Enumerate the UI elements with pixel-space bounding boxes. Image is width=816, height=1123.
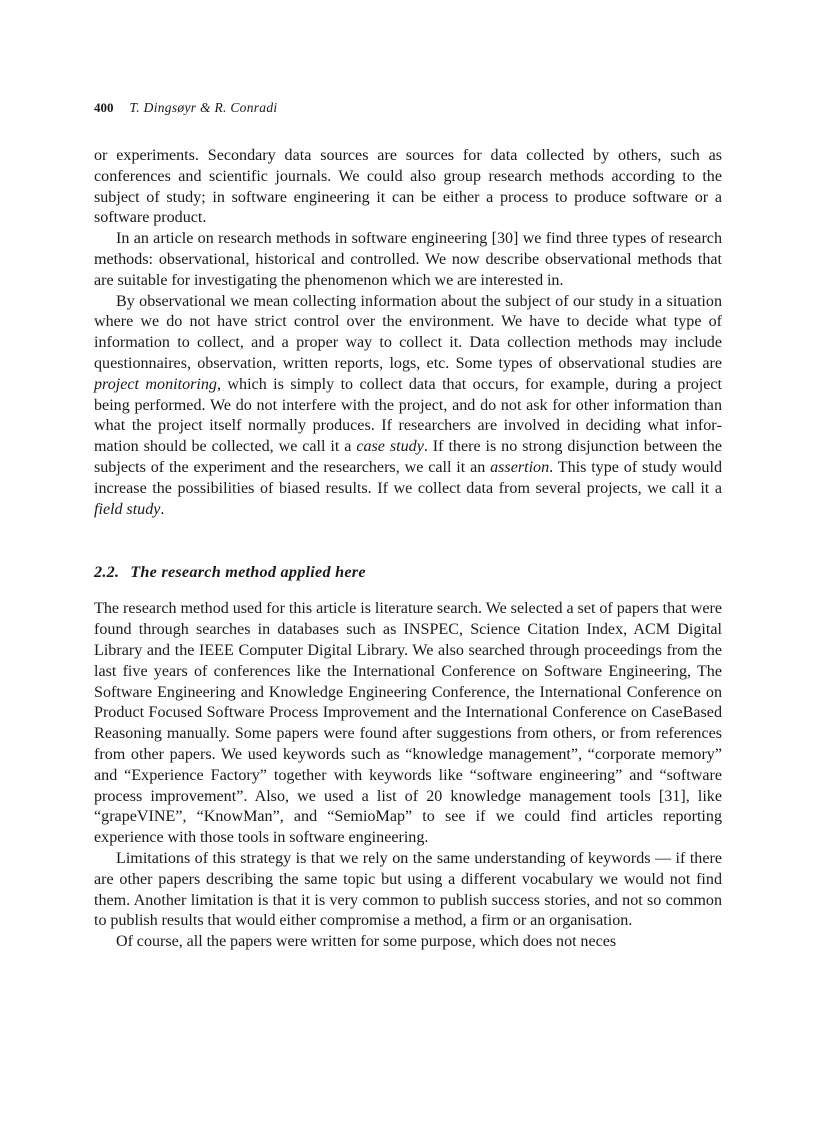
page-content bbox=[94, 100, 722, 953]
text-run: . If there is no strong disjunction between the subjects of the experiment and the researchers, we call it an bbox=[94, 438, 722, 476]
term-field-study: field study bbox=[94, 500, 161, 518]
spacer-after-heading bbox=[94, 582, 722, 599]
paragraph-research-method-types: In an article on research methods in software engineering [30] we find three types of research methods: observational, historical and controlled. We now describe observational methods that are suitable for investigating the phenomenon which we are interested in. bbox=[94, 230, 722, 289]
text-run: . bbox=[160, 500, 165, 518]
paragraph-observational-definition bbox=[94, 292, 722, 521]
text-run: , which is simply to collect data that occurs, for example, during a project being performed. We do not interfere with the project, and do not ask for other information than what the project itself normally produces. If researchers are involved in deciding what information should be collected, we call it a bbox=[94, 375, 722, 456]
paragraph-of-course: Of course, all the papers were written for some purpose, which does not neces bbox=[116, 933, 617, 951]
running-head bbox=[94, 100, 722, 116]
section-heading bbox=[94, 562, 722, 582]
term-assertion: assertion bbox=[490, 458, 550, 476]
spacer-before-heading bbox=[94, 520, 722, 562]
text-run: By observational we mean collecting information about the subject of our study in a situation where we do not have strict control over the environment. We have to decide what type of information to collect, and a proper way to collect it. Data collection methods may include questionnaires, observation, written reports, logs, etc. Some types of observational studies are bbox=[94, 292, 722, 372]
paragraph-secondary-sources: or experiments. Secondary data sources are sources for data collected by others, such as conferences and scientific journals. We could also group research methods according to the subject of study; in software engineering it can be either a process to produce software or a software product. bbox=[94, 147, 722, 227]
term-case-study: case study bbox=[356, 438, 424, 456]
section-title: The research method applied here bbox=[130, 563, 366, 582]
running-head-authors: T. Dingsøyr & R. Conradi bbox=[129, 100, 278, 115]
term-project-monitoring: project monitoring bbox=[94, 375, 217, 393]
page-number: 400 bbox=[94, 100, 114, 115]
paragraph-limitations: Limitations of this strategy is that we rely on the same understanding of keywords — if there are other papers describing the same topic but using a different vocabulary we would not find them. Another limitation is that it is very common to publish success stories, and not so common to publish results that would either compromise a method, a firm or an organisation. bbox=[94, 849, 722, 930]
section-number: 2.2. bbox=[94, 563, 120, 582]
text-run: . This type of study would increase the possibilities of biased results. If we collect data from several projects, we call it a bbox=[94, 458, 722, 497]
paragraph-literature-search: The research method used for this article is literature search. We selected a set of papers that were found through searches in databases such as INSPEC, Science Citation Index, ACM Digital Library and the IEEE Computer Digital Library. We also searched through proceedings from the last five years of conferences like the International Conference on Software Engineering, The Software Engineering and Knowledge Engineering Conference, the International Conference on Product Focused Software Process Improvement and the International Conference on CaseBased Reasoning manually. Some papers were found after suggestions from others, or from references from other papers. We used keywords such as “knowledge management”, “corporate memory” and “Experience Factory” together with keywords like “software engineering” and “software process improvement”. Also, we used a list of 20 knowledge management tools [31], like “grapeVINE”, “KnowMan”, and “SemioMap” to see if we could find articles reporting experience with those tools in software engineering. bbox=[94, 600, 722, 847]
